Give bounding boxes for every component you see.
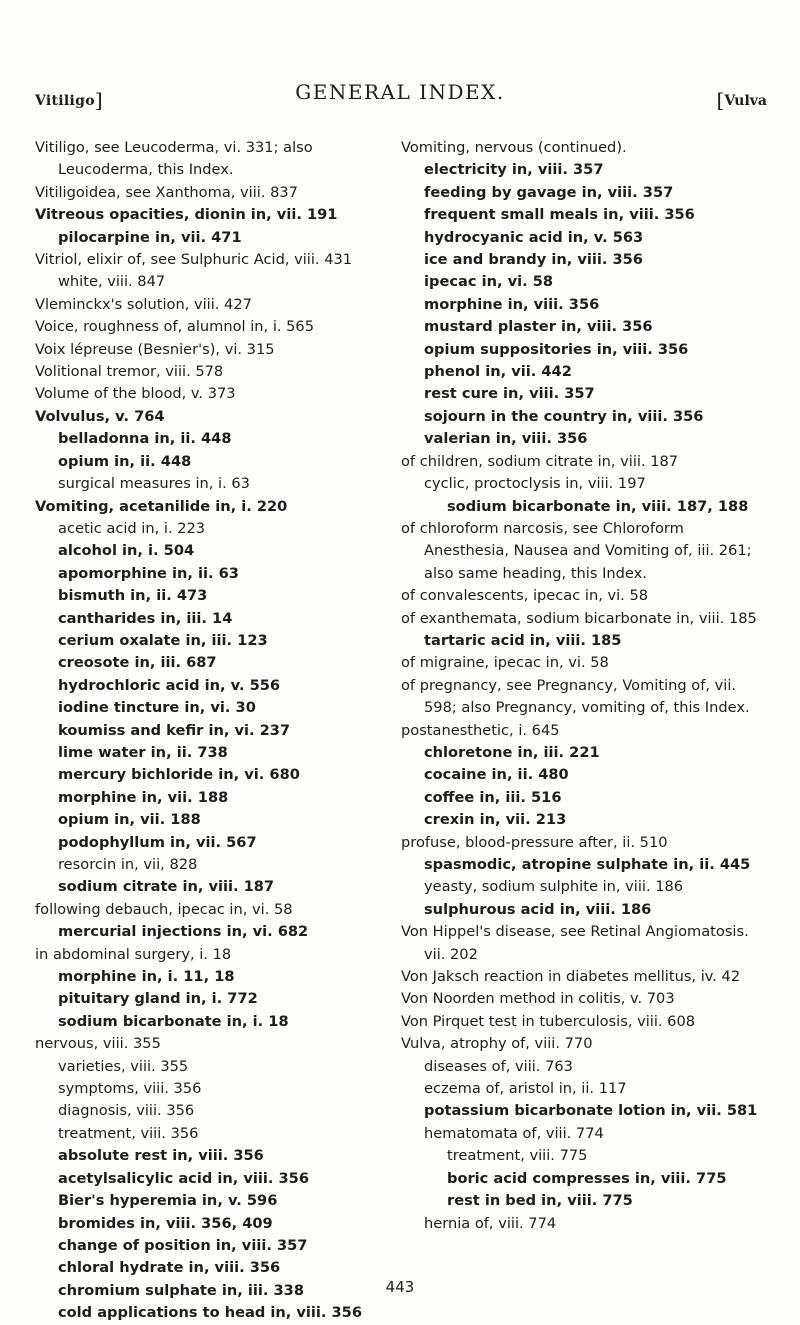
- index-entry: cerium oxalate in, iii. 123: [58, 631, 268, 649]
- index-entry: Vleminckx's solution, viii. 427: [35, 295, 252, 313]
- index-entry: absolute rest in, viii. 356: [58, 1147, 264, 1165]
- index-entry: bromides in, viii. 356, 409: [58, 1214, 273, 1232]
- index-entry: morphine in, vii. 188: [58, 788, 229, 806]
- index-entry: acetic acid in, i. 223: [58, 519, 206, 537]
- index-column-right: [401, 137, 771, 1235]
- index-entry: pituitary gland in, i. 772: [58, 990, 258, 1008]
- index-entry: coffee in, iii. 516: [424, 788, 562, 806]
- index-entry: diagnosis, viii. 356: [58, 1102, 195, 1120]
- index-entry: Vomiting, acetanilide in, i. 220: [35, 497, 288, 515]
- index-entry: creosote in, iii. 687: [58, 654, 217, 672]
- index-entry: ice and brandy in, viii. 356: [424, 251, 643, 269]
- header-right-guide-word: [717, 86, 767, 110]
- index-entry: belladonna in, ii. 448: [58, 430, 232, 448]
- index-entry: sojourn in the country in, viii. 356: [424, 407, 704, 425]
- index-entry: pilocarpine in, vii. 471: [58, 228, 242, 246]
- index-entry: symptoms, viii. 356: [58, 1080, 202, 1098]
- index-entry: chloretone in, iii. 221: [424, 743, 600, 761]
- index-entry: following debauch, ipecac in, vi. 58: [35, 900, 293, 918]
- index-entry: phenol in, vii. 442: [424, 363, 572, 381]
- page-title: GENERAL INDEX.: [295, 80, 505, 104]
- page-number: 443: [385, 1278, 415, 1296]
- index-entry: chromium sulphate in, iii. 338: [58, 1281, 304, 1299]
- index-entry: morphine in, viii. 356: [424, 295, 600, 313]
- index-entry: feeding by gavage in, viii. 357: [424, 183, 674, 201]
- index-entry: nervous, viii. 355: [35, 1035, 161, 1053]
- index-entry: sodium citrate in, viii. 187: [58, 878, 275, 896]
- index-column-left: [35, 137, 375, 1325]
- index-entry: lime water in, ii. 738: [58, 743, 228, 761]
- index-entry: valerian in, viii. 356: [424, 430, 588, 448]
- index-entry: hematomata of, viii. 774: [424, 1124, 604, 1142]
- index-entry: of children, sodium citrate in, viii. 187: [401, 452, 679, 470]
- index-entry: profuse, blood-pressure after, ii. 510: [401, 833, 668, 851]
- index-entry: in abdominal surgery, i. 18: [35, 945, 232, 963]
- index-entry: cyclic, proctoclysis in, viii. 197: [424, 475, 646, 493]
- index-entry: bismuth in, ii. 473: [58, 587, 208, 605]
- index-entry: mercurial injections in, vi. 682: [58, 923, 309, 941]
- index-entry: of convalescents, ipecac in, vi. 58: [401, 587, 649, 605]
- index-entry: frequent small meals in, viii. 356: [424, 206, 695, 224]
- index-entry: eczema of, aristol in, ii. 117: [424, 1080, 627, 1098]
- index-entry: boric acid compresses in, viii. 775: [447, 1169, 727, 1187]
- index-entry: Vitriol, elixir of, see Sulphuric Acid, viii. 431: [35, 251, 353, 269]
- index-entry: spasmodic, atropine sulphate in, ii. 445: [424, 856, 751, 873]
- header-left-text: Vitiligo: [35, 93, 95, 109]
- index-entry: hydrochloric acid in, v. 556: [58, 676, 281, 694]
- index-entry: treatment, viii. 775: [447, 1147, 588, 1165]
- index-entry: ipecac in, vi. 58: [424, 273, 554, 291]
- index-entry: podophyllum in, vii. 567: [58, 833, 257, 851]
- index-entry: iodine tincture in, vi. 30: [58, 699, 256, 717]
- index-entry: cantharides in, iii. 14: [58, 609, 233, 627]
- index-entry: opium in, vii. 188: [58, 811, 201, 829]
- index-entry: apomorphine in, ii. 63: [58, 564, 239, 582]
- running-header: [0, 80, 800, 110]
- index-entry: of chloroform narcosis, see Chloroform Anesthesia, Nausea and Vomiting of, iii. 261; also same heading, this Index.: [401, 519, 752, 582]
- index-entry: postanesthetic, i. 645: [401, 721, 560, 739]
- index-entry: Von Noorden method in colitis, v. 703: [401, 990, 675, 1008]
- index-entry: hernia of, viii. 774: [424, 1214, 557, 1232]
- index-entry: koumiss and kefir in, vi. 237: [58, 721, 291, 739]
- index-entry: Vomiting, nervous (continued).: [401, 139, 627, 156]
- index-entry: Vitiligoidea, see Xanthoma, viii. 837: [35, 183, 298, 201]
- index-entry: opium suppositories in, viii. 356: [424, 340, 689, 358]
- index-entry: Von Jaksch reaction in diabetes mellitus, iv. 42: [401, 968, 741, 986]
- index-entry: potassium bicarbonate lotion in, vii. 581: [424, 1102, 758, 1120]
- index-entry: mercury bichloride in, vi. 680: [58, 766, 300, 784]
- index-entry: mustard plaster in, viii. 356: [424, 318, 653, 336]
- index-entry: tartaric acid in, viii. 185: [424, 631, 622, 649]
- index-entry: opium in, ii. 448: [58, 452, 192, 470]
- index-entry: Voix lépreuse (Besnier's), vi. 315: [35, 340, 275, 358]
- index-entry: change of position in, viii. 357: [58, 1236, 308, 1254]
- index-entry: rest in bed in, viii. 775: [447, 1192, 633, 1210]
- index-entry: Von Hippel's disease, see Retinal Angiomatosis. vii. 202: [401, 923, 749, 963]
- index-entry: diseases of, viii. 763: [424, 1057, 573, 1075]
- index-entry: Vitiligo, see Leucoderma, vi. 331; also Leucoderma, this Index.: [35, 139, 313, 179]
- index-entry: Volitional tremor, viii. 578: [35, 363, 224, 381]
- index-entry: treatment, viii. 356: [58, 1124, 199, 1142]
- index-entry: chloral hydrate in, viii. 356: [58, 1259, 281, 1277]
- index-entry: yeasty, sodium sulphite in, viii. 186: [424, 878, 684, 896]
- index-entry: resorcin in, vii, 828: [58, 856, 198, 873]
- index-entry: Volume of the blood, v. 373: [35, 385, 236, 403]
- index-entry: white, viii. 847: [58, 273, 166, 291]
- index-entry: electricity in, viii. 357: [424, 161, 604, 179]
- index-entry: sodium bicarbonate in, viii. 187, 188: [447, 497, 749, 515]
- index-entry: Bier's hyperemia in, v. 596: [58, 1192, 278, 1210]
- header-left-bracket: ]: [94, 88, 103, 112]
- index-entry: Voice, roughness of, alumnol in, i. 565: [35, 318, 315, 336]
- index-entry: Vulva, atrophy of, viii. 770: [401, 1035, 593, 1053]
- index-entry: cocaine in, ii. 480: [424, 766, 569, 784]
- index-entry: of migraine, ipecac in, vi. 58: [401, 654, 609, 672]
- index-entry: hydrocyanic acid in, v. 563: [424, 228, 644, 246]
- header-right-text: Vulva: [724, 93, 767, 109]
- index-entry: rest cure in, viii. 357: [424, 385, 595, 403]
- index-entry: Vitreous opacities, dionin in, vii. 191: [35, 206, 338, 224]
- index-entry: alcohol in, i. 504: [58, 542, 195, 560]
- index-entry: acetylsalicylic acid in, viii. 356: [58, 1169, 309, 1187]
- header-right-bracket: [: [716, 88, 725, 112]
- index-entry: Volvulus, v. 764: [35, 407, 165, 425]
- index-entry: morphine in, i. 11, 18: [58, 968, 235, 986]
- index-entry: sulphurous acid in, viii. 186: [424, 900, 652, 918]
- index-entry: varieties, viii. 355: [58, 1057, 189, 1075]
- index-entry: of pregnancy, see Pregnancy, Vomiting of, vii. 598; also Pregnancy, vomiting of, this Index.: [401, 676, 750, 717]
- index-entry: crexin in, vii. 213: [424, 811, 567, 829]
- index-entry: surgical measures in, i. 63: [58, 475, 250, 493]
- index-entry: Von Pirquet test in tuberculosis, viii. 608: [401, 1012, 696, 1030]
- index-entry: of exanthemata, sodium bicarbonate in, viii. 185: [401, 609, 757, 627]
- index-entry: sodium bicarbonate in, i. 18: [58, 1012, 289, 1030]
- index-entry: cold applications to head in, viii. 356: [58, 1304, 362, 1322]
